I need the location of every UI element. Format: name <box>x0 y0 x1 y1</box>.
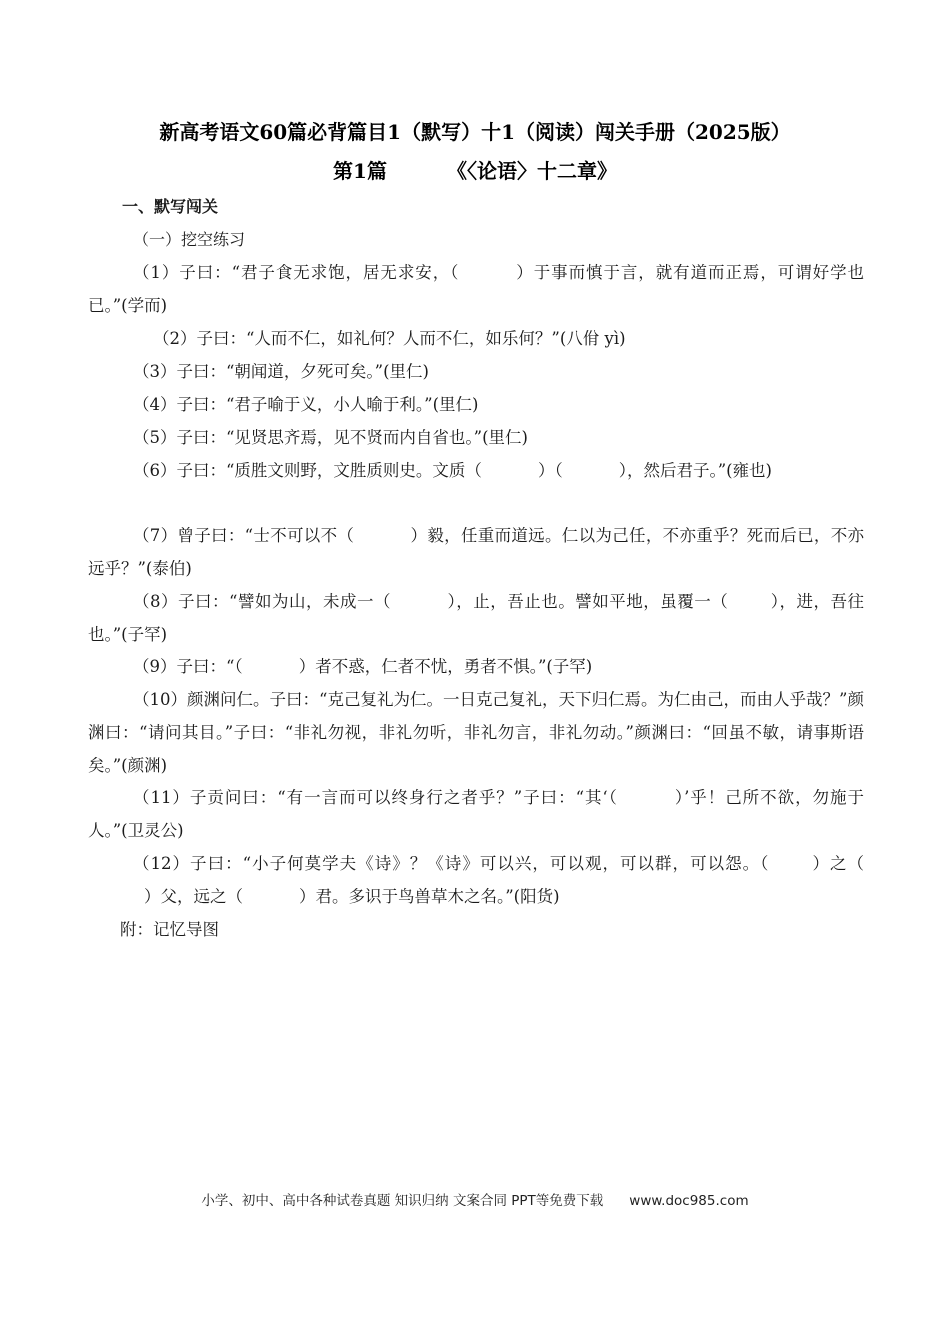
exercise-item-1: （1）子曰：“君子食无求饱，居无求安，（ ）于事而慎于言，就有道而正焉，可谓好学也已。”(学而) <box>88 263 865 315</box>
subsection-heading: （一）挖空练习 <box>133 230 246 249</box>
section-heading: 一、默写闯关 <box>122 197 219 216</box>
footer-text: 小学、初中、高中各种试卷真题 知识归纳 文案合同 PPT等免费下载 <box>201 1193 604 1209</box>
exercise-item-3: （3）子曰：“朝闻道，夕死可矣。”(里仁) <box>133 362 429 381</box>
footer-website-link[interactable]: www.doc985.com <box>629 1193 749 1209</box>
exercise-item-9: （9）子曰：“（ ）者不惑，仁者不忧，勇者不惧。”(子罕) <box>133 657 593 676</box>
article-number: 第1篇 <box>333 159 387 183</box>
article-name: 《〈论语〉十二章》 <box>446 159 617 183</box>
page-footer <box>0 1189 950 1209</box>
appendix-label: 附：记忆导图 <box>120 920 219 939</box>
article-heading <box>0 157 950 185</box>
exercise-item-7: （7）曾子曰：“士不可以不（ ）毅，任重而道远。仁以为己任，不亦重乎？死而后已，不亦远乎？”(泰伯) <box>88 526 865 578</box>
exercise-item-5: （5）子曰：“见贤思齐焉，见不贤而内自省也。”(里仁) <box>133 428 528 447</box>
exercise-item-8: （8）子曰：“譬如为山，未成一（ ），止，吾止也。譬如平地，虽覆一（ ），进，吾往也。”(子罕) <box>88 592 865 644</box>
exercise-item-2: （2）子曰：“人而不仁，如礼何？人而不仁，如乐何？”(八佾 yì) <box>153 329 626 348</box>
exercise-item-12: （12）子曰：“小子何莫学夫《诗》？《诗》可以兴，可以观，可以群，可以怨。（ ）之（）父，远之（ ）君。多识于鸟兽草木之名。”(阳货) <box>133 854 864 906</box>
document-title: 新高考语文60篇必背篇目1（默写）十1（阅读）闯关手册（2025版） <box>159 120 791 144</box>
exercise-item-6: （6）子曰：“质胜文则野，文胜质则史。文质（ ）（ ），然后君子。”(雍也) <box>133 461 772 480</box>
exercise-item-11: （11）子贡问曰：“有一言而可以终身行之者乎？”子曰：“其‘（ ）’乎！己所不欲，勿施于人。”(卫灵公) <box>88 788 864 840</box>
exercise-item-10: （10）颜渊问仁。子曰：“克己复礼为仁。一日克己复礼，天下归仁焉。为仁由己，而由人乎哉？”颜渊曰：“请问其目。”子曰：“非礼勿视，非礼勿听，非礼勿言，非礼勿动。”颜渊曰：“回虽不敏，请事斯语矣。”(颜渊) <box>88 690 864 775</box>
exercise-item-4: （4）子曰：“君子喻于义，小人喻于利。”(里仁) <box>133 395 479 414</box>
